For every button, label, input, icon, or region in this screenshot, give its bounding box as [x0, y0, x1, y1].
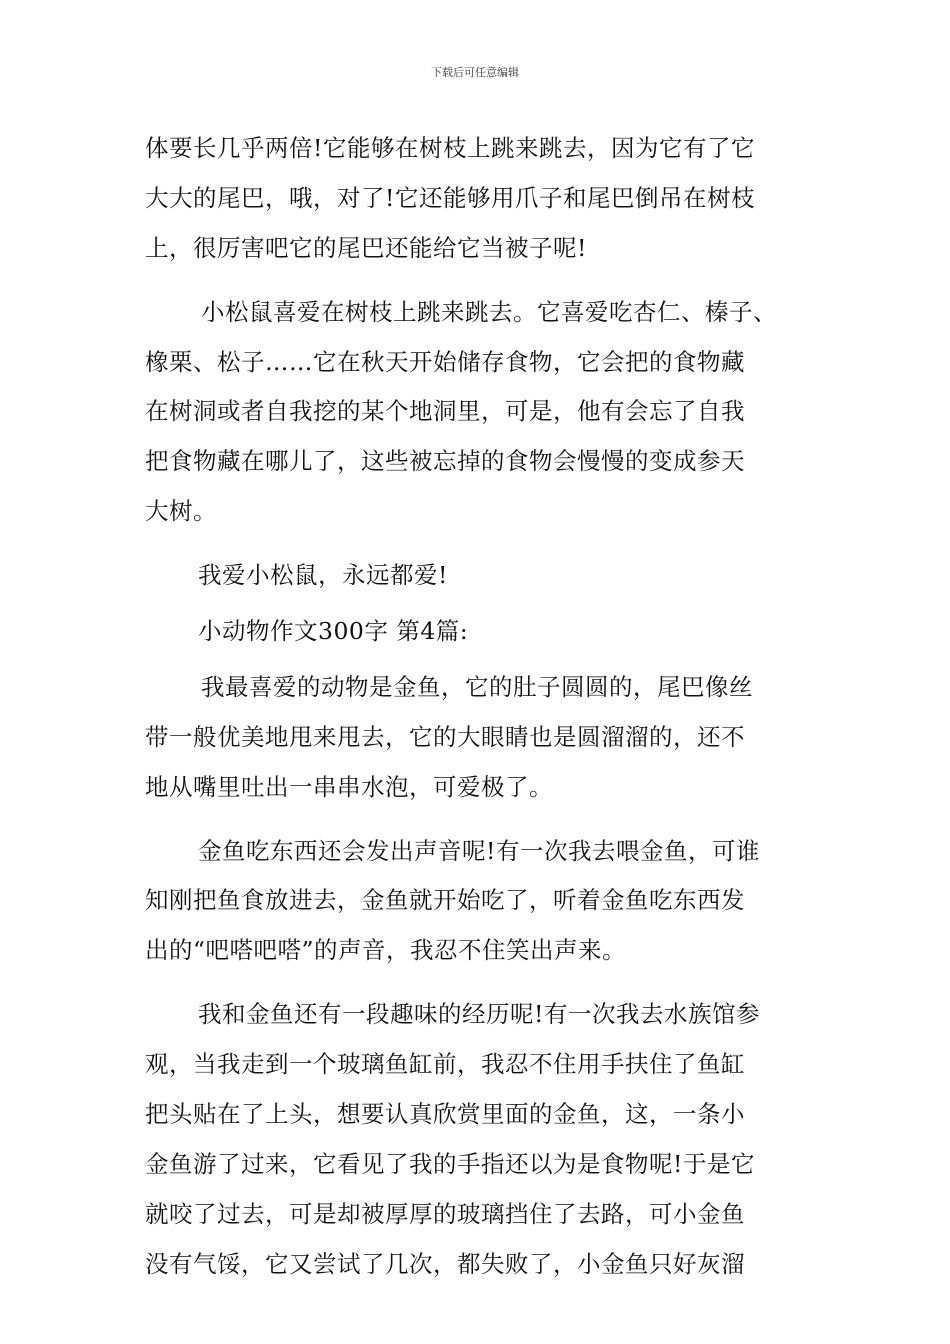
text-line: 观，当我走到一个玻璃鱼缸前，我忍不住用手扶住了鱼缸	[145, 1050, 745, 1079]
text-line: 知刚把鱼食放进去，金鱼就开始吃了，听着金鱼吃东西发	[145, 886, 745, 915]
text-line: 我最喜爱的动物是金鱼，它的肚子圆圆的，尾巴像丝	[201, 672, 753, 701]
text-line: 体要长几乎两倍!它能够在树枝上跳来跳去，因为它有了它	[145, 134, 755, 162]
text-line: 就咬了过去，可是却被厚厚的玻璃挡住了去路，可小金鱼	[145, 1199, 745, 1228]
page-header: 下载后可任意编辑	[431, 66, 519, 79]
paragraph	[145, 288, 810, 537]
text-line: 在树洞或者自我挖的某个地洞里，可是，他有会忘了自我	[145, 397, 745, 426]
text-line: 把食物藏在哪儿了，这些被忘掉的食物会慢慢的变成参天	[145, 447, 745, 476]
paragraph	[145, 124, 810, 274]
text-line: 小松鼠喜爱在树枝上跳来跳去。它喜爱吃杏仁、榛子、	[201, 297, 777, 326]
text-line: 金鱼游了过来，它看见了我的手指还以为是食物呢!于是它	[145, 1149, 755, 1178]
text-line: 我和金鱼还有一段趣味的经历呢!有一次我去水族馆参	[198, 1000, 760, 1029]
text-line: 大树。	[145, 497, 217, 526]
text-line: 橡栗、松子……它在秋天开始储存食物，它会把的食物藏	[145, 347, 745, 376]
text-line: 出的“吧嗒吧嗒”的声音，我忍不住笑出声来。	[145, 936, 627, 965]
paragraph	[145, 827, 810, 977]
paragraph	[145, 551, 810, 601]
text-line: 没有气馁，它又尝试了几次，都失败了，小金鱼只好灰溜	[145, 1249, 745, 1278]
text-line: 上，很厉害吧它的尾巴还能给它当被子呢!	[145, 233, 587, 262]
section-heading	[145, 607, 810, 657]
paragraph	[145, 990, 810, 1289]
document-body	[145, 124, 810, 1290]
text-line: 金鱼吃东西还会发出声音呢!有一次我去喂金鱼，可谁	[198, 836, 760, 865]
text-line: 小动物作文300字 第4篇:	[198, 617, 469, 646]
text-line: 把头贴在了上头，想要认真欣赏里面的金鱼，这，一条小	[145, 1100, 745, 1129]
text-line: 大大的尾巴，哦，对了!它还能够用爪子和尾巴倒吊在树枝	[145, 183, 755, 212]
text-line: 地从嘴里吐出一串串水泡，可爱极了。	[145, 772, 553, 801]
text-line: 我爱小松鼠，永远都爱!	[198, 561, 448, 590]
text-line: 带一般优美地甩来甩去，它的大眼睛也是圆溜溜的，还不	[145, 722, 745, 751]
paragraph	[145, 663, 810, 813]
